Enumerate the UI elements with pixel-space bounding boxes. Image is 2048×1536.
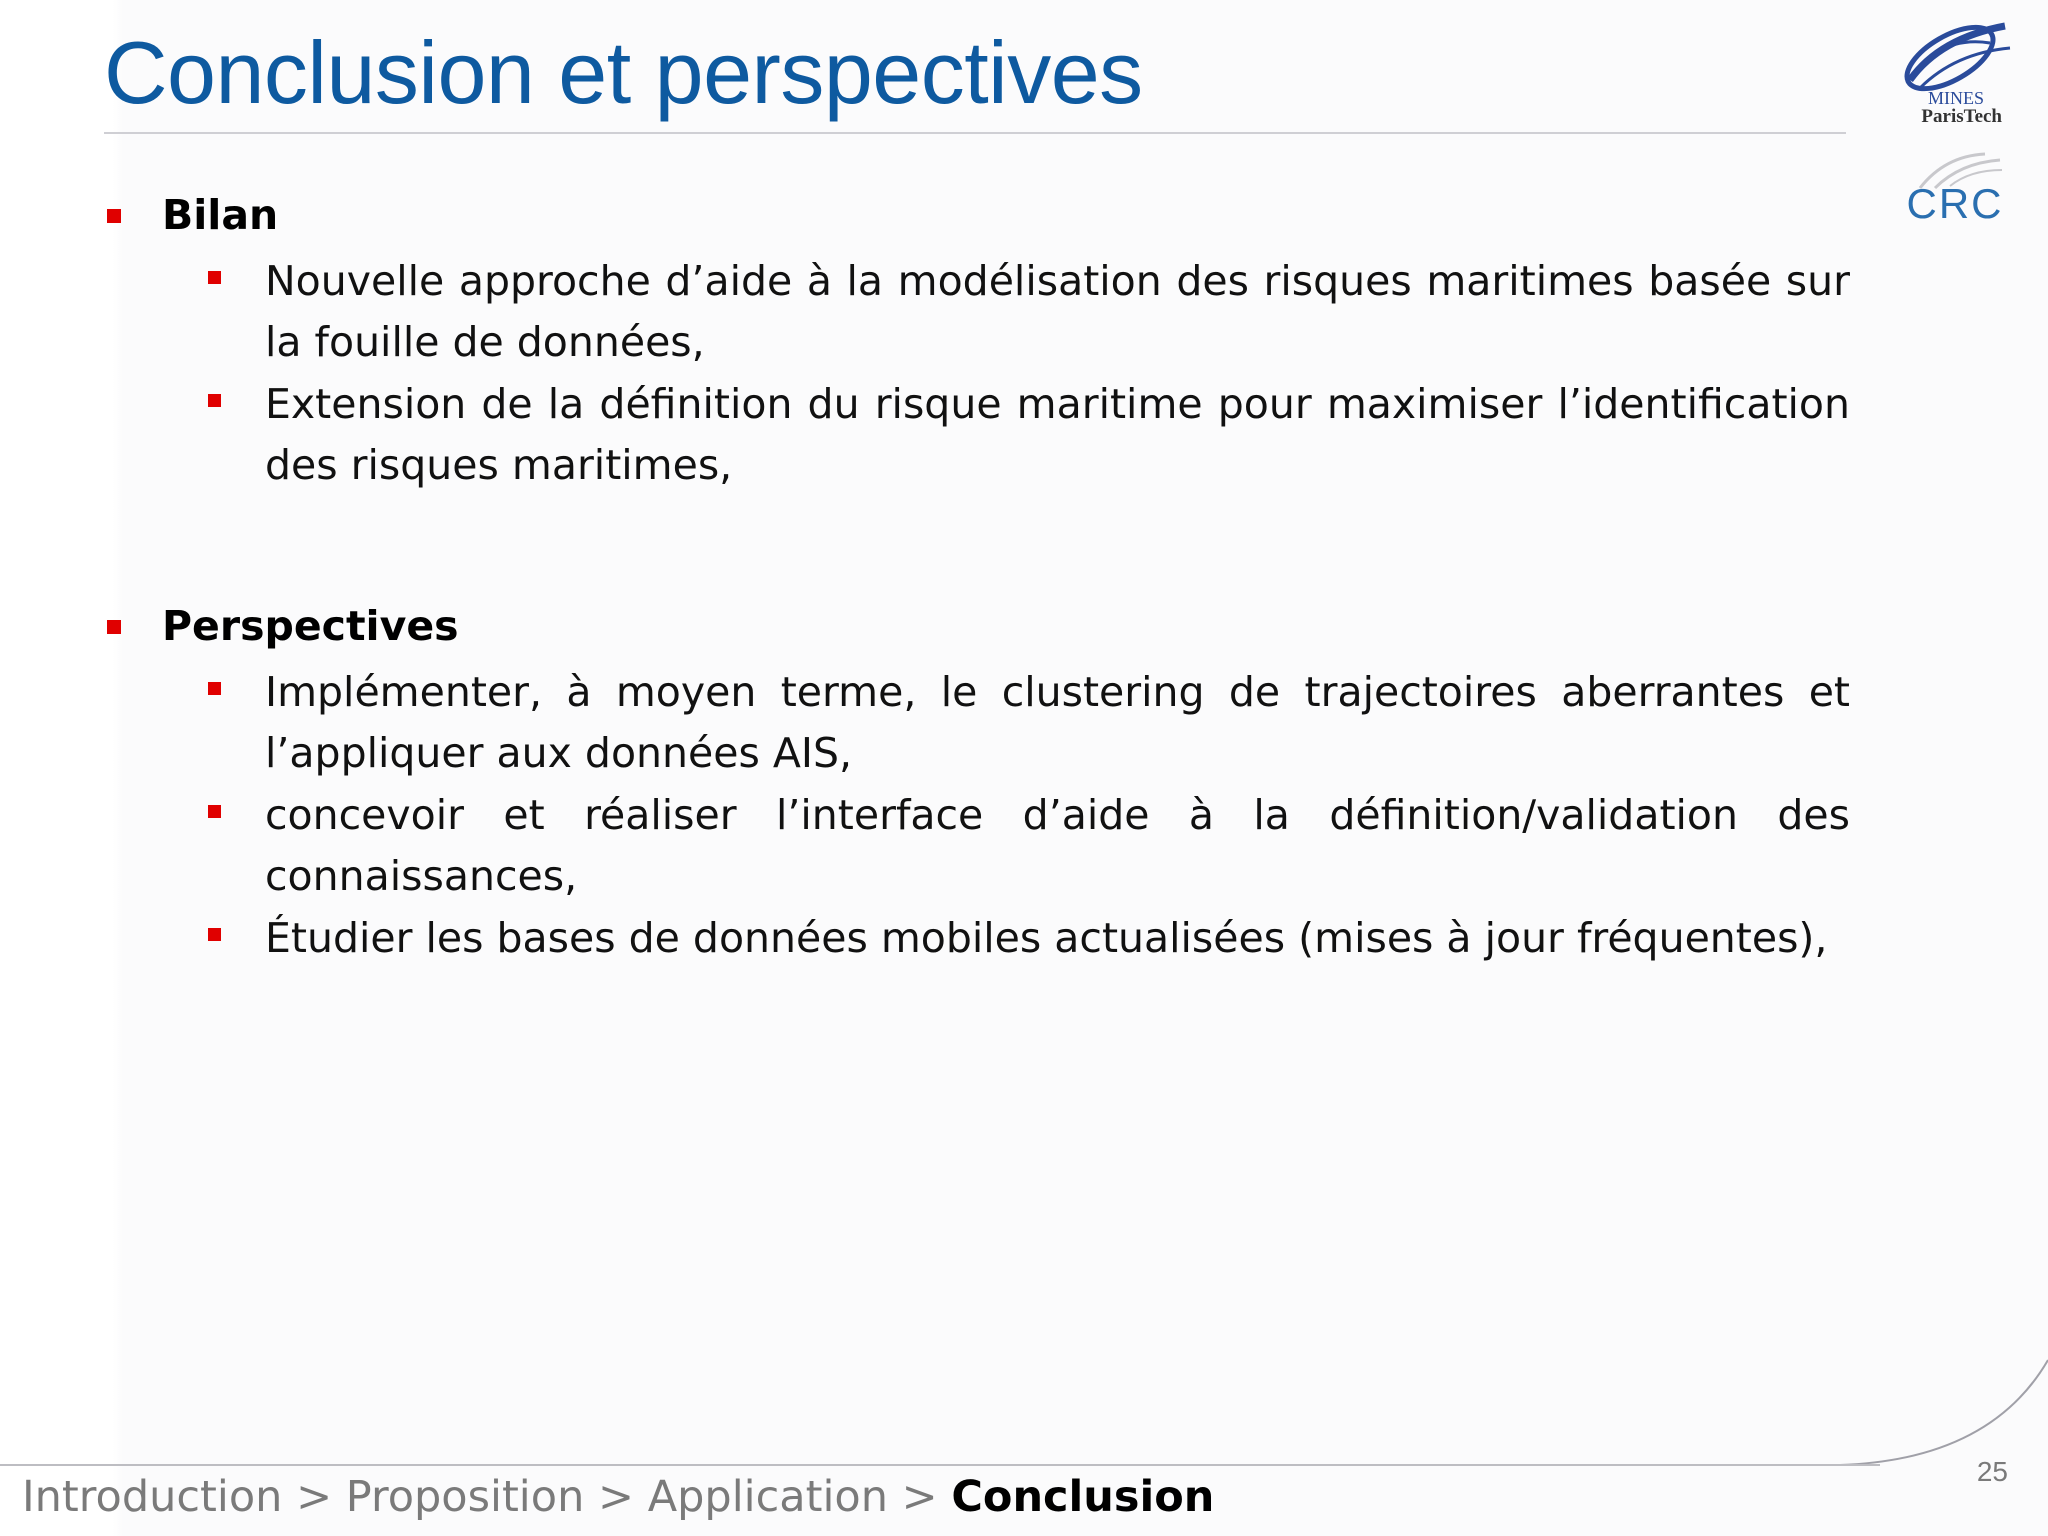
breadcrumb-item-application[interactable]: Application xyxy=(647,1472,888,1522)
breadcrumb-current-conclusion: Conclusion xyxy=(951,1472,1215,1522)
item-bullet xyxy=(208,805,221,818)
breadcrumb xyxy=(22,1472,1214,1522)
title-divider xyxy=(104,132,1846,134)
perspectives-item: Implémenter, à moyen terme, le clustering de trajectoires aberrantes et l’appliquer aux données AIS, xyxy=(265,668,1850,777)
section-heading-perspectives: Perspectives xyxy=(162,602,459,650)
section-heading-bilan: Bilan xyxy=(162,191,279,239)
item-bullet xyxy=(208,682,221,695)
breadcrumb-item-proposition[interactable]: Proposition xyxy=(345,1472,585,1522)
slide-title: Conclusion et perspectives xyxy=(104,23,1143,122)
perspectives-item: Étudier les bases de données mobiles actualisées (mises à jour fréquentes), xyxy=(265,914,1828,962)
footer-divider xyxy=(0,1464,1880,1466)
crc-text: CRC xyxy=(1906,180,2004,227)
breadcrumb-separator: > xyxy=(584,1472,648,1522)
crc-logo xyxy=(1890,148,2020,228)
item-bullet xyxy=(208,928,221,941)
bilan-item: Nouvelle approche d’aide à la modélisation des risques maritimes basée sur la fouille de données, xyxy=(265,257,1850,366)
item-bullet xyxy=(208,394,221,407)
bilan-item: Extension de la définition du risque maritime pour maximiser l’identification des risques maritimes, xyxy=(265,380,1850,489)
breadcrumb-separator: > xyxy=(887,1472,952,1522)
section-bullet xyxy=(107,209,121,223)
paristech-text: ParisTech xyxy=(1921,106,2002,127)
footer-swoosh xyxy=(1840,1340,2048,1470)
mines-paristech-logo xyxy=(1880,18,2020,128)
breadcrumb-item-introduction[interactable]: Introduction xyxy=(22,1472,283,1522)
perspectives-item: concevoir et réaliser l’interface d’aide à la définition/validation des connaissances, xyxy=(265,791,1850,900)
breadcrumb-separator: > xyxy=(282,1472,346,1522)
mines-text: MINES xyxy=(1927,88,1984,108)
page-number: 25 xyxy=(1976,1456,2008,1487)
section-bullet xyxy=(107,620,121,634)
item-bullet xyxy=(208,271,221,284)
